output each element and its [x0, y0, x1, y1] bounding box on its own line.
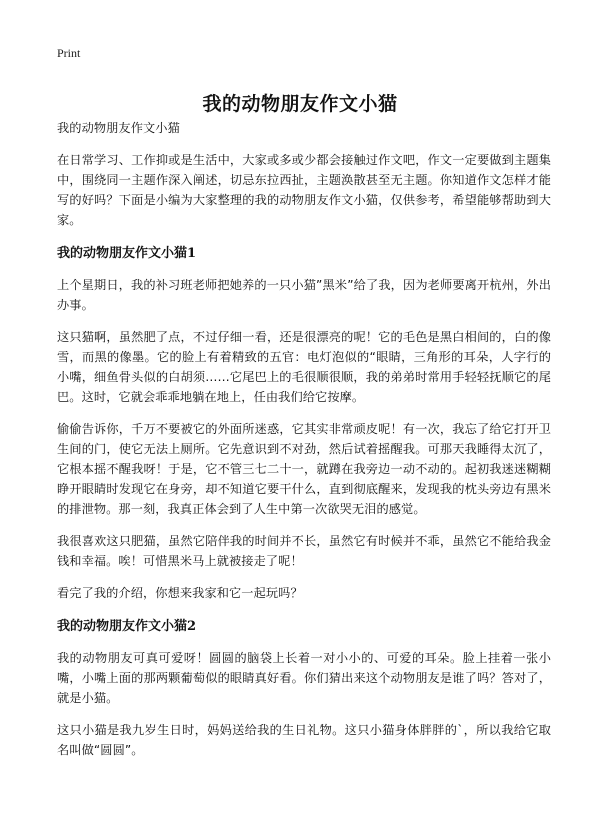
paragraph: 这只猫啊，虽然肥了点，不过仔细一看，还是很漂亮的呢！它的毛色是黑白相间的，白的像雪，而黑的像墨。它的脸上有着精致的五官：电灯泡似的“眼睛，三角形的耳朵，人字行的小嘴，细鱼骨头似的白胡须……它尾巴上的毛很顺很顺，我的弟弟时常用手轻轻抚顺它的尾巴。这时，它就会乖乖地躺在地上，任由我们给它按摩。 — [57, 330, 551, 404]
intro-paragraph: 在日常学习、工作抑或是生活中，大家或多或少都会接触过作文吧，作文一定要做到主题集中，围绕同一主题作深入阐述，切忌东拉西扯，主题涣散甚至无主题。你知道作文怎样才能写的好吗？下面是小编为大家整理的我的动物朋友作文小猫，仅供参考，希望能够帮助到大家。 — [57, 153, 551, 227]
paragraph: 看完了我的介绍，你想来我家和它一起玩吗？ — [57, 586, 303, 600]
print-link[interactable]: Print — [57, 46, 81, 60]
paragraph: 我的动物朋友可真可爱呀！圆圆的脑袋上长着一对小小的、可爱的耳朵。脸上挂着一张小嘴，小嘴上面的那两颗葡萄似的眼睛真好看。你们猜出来这个动物朋友是谁了吗？答对了，就是小猫。 — [57, 651, 551, 705]
section-heading-2: 我的动物朋友作文小猫2 — [57, 619, 197, 634]
article-body — [57, 118, 551, 772]
paragraph: 偷偷告诉你，千万不要被它的外面所迷惑，它其实非常顽皮呢！有一次，我忘了给它打开卫生间的门，使它无法上厕所。它先意识到不对劲，然后试着摇醒我。可那天我睡得太沉了，它根本摇不醒我呀！于是，它不管三七二十一，就蹲在我旁边一动不动的。起初我迷迷糊糊睁开眼睛时发现它在身旁，却不知道它要干什么，直到彻底醒来，发现我的枕头旁边有黑米的排泄物。那一刻，我真正体会到了人生中第一次欲哭无泪的感觉。 — [57, 422, 551, 516]
section-heading-1: 我的动物朋友作文小猫1 — [57, 246, 197, 261]
page-title: 我的动物朋友作文小猫 — [202, 92, 398, 115]
paragraph: 我很喜欢这只肥猫，虽然它陪伴我的时间并不长，虽然它有时候并不乖，虽然它不能给我金钱和幸福。唉！可惜黑米马上就被接走了呢！ — [57, 534, 551, 568]
paragraph: 这只小猫是我九岁生日时，妈妈送给我的生日礼物。这只小猫身体胖胖的`，所以我给它取名叫做“圆圆”。 — [57, 723, 551, 757]
article-subtitle: 我的动物朋友作文小猫 — [57, 121, 180, 135]
paragraph: 上个星期日，我的补习班老师把她养的一只小猫”黑米”给了我，因为老师要离开杭州，外出办事。 — [57, 278, 551, 312]
